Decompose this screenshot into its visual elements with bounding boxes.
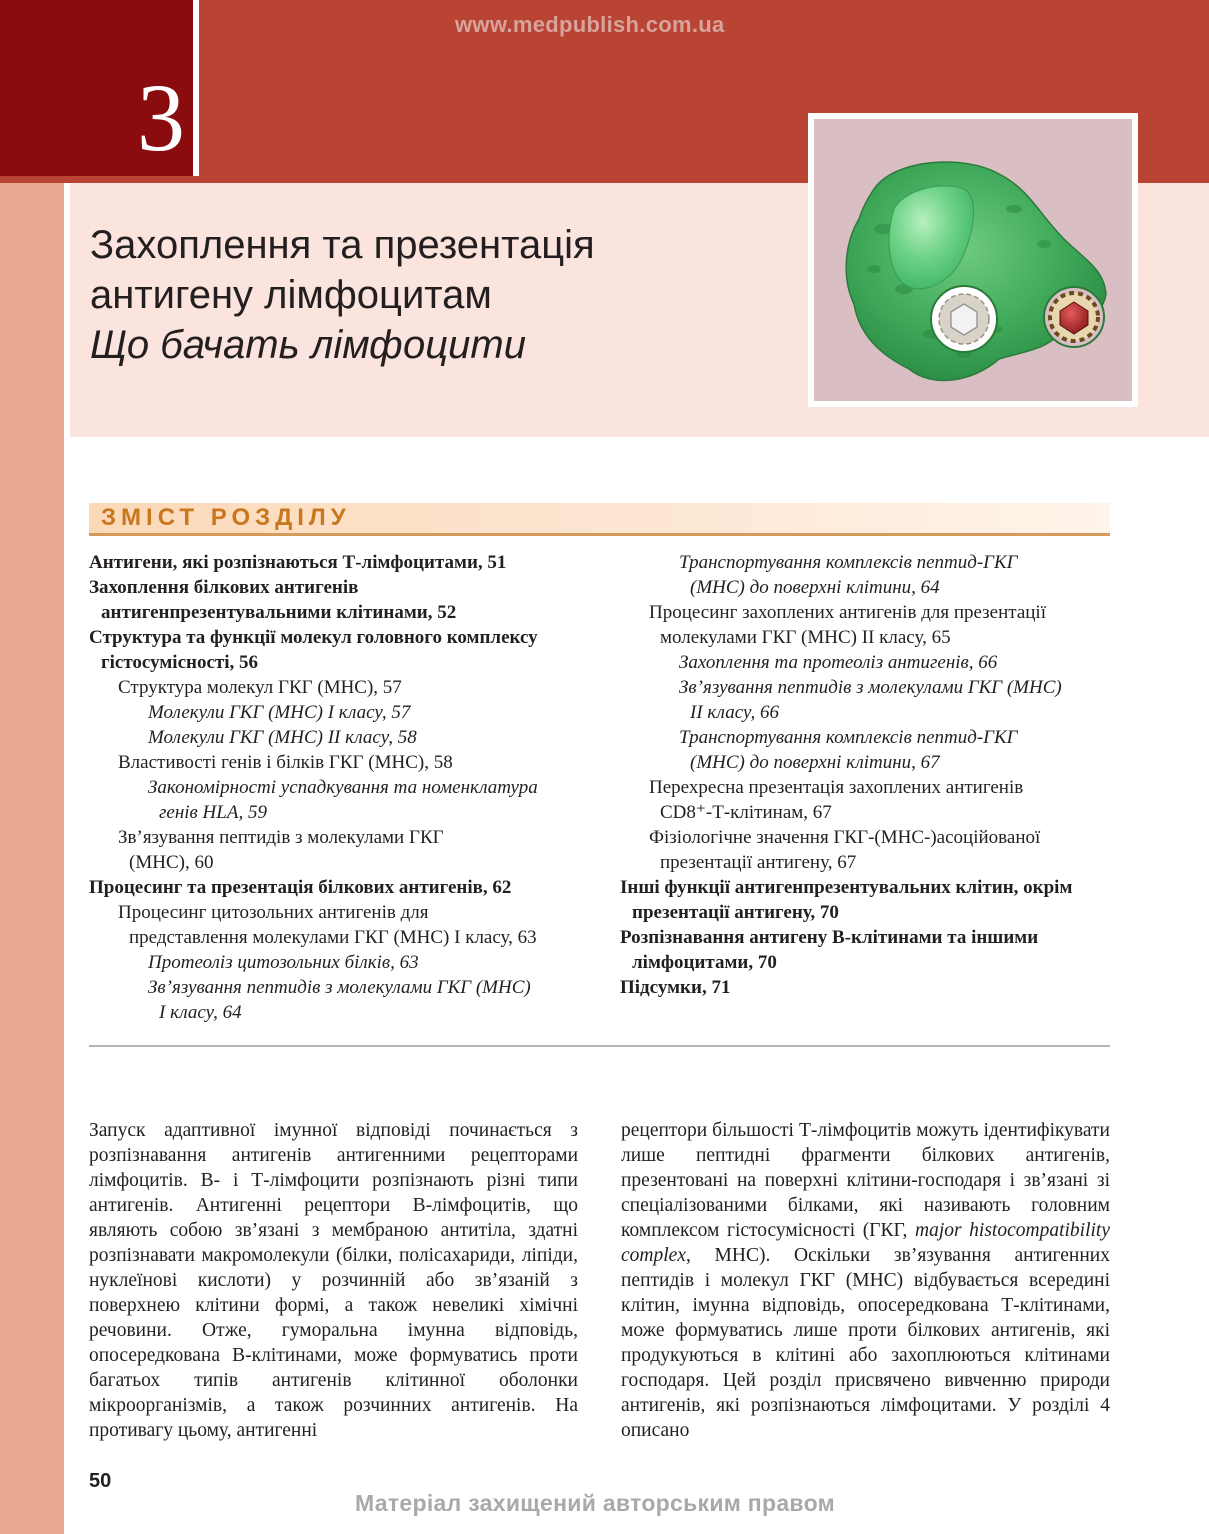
antigen-presenting-cell-illustration bbox=[814, 119, 1132, 401]
body-text-left-column bbox=[89, 1118, 578, 1443]
toc-entry-line1: Транспортування комплексів пептид-ГКГ bbox=[679, 727, 1018, 748]
toc-entry bbox=[148, 975, 609, 1025]
side-bar bbox=[0, 183, 64, 1534]
toc-entry bbox=[148, 700, 609, 725]
header-divider bbox=[0, 176, 199, 183]
toc-entry bbox=[148, 725, 609, 750]
toc-entry bbox=[649, 775, 1120, 825]
toc-entry bbox=[620, 925, 1120, 975]
toc-entry bbox=[148, 950, 609, 975]
toc-entry-line2: I класу, 64 bbox=[159, 1002, 242, 1023]
toc-entry bbox=[649, 600, 1120, 650]
toc-entry bbox=[118, 900, 609, 950]
toc-entry-line2: презентації антигену, 67 bbox=[660, 852, 857, 873]
toc-entry-line1: Підсумки, 71 bbox=[620, 977, 731, 998]
toc-entry-line2: антигенпрезентувальними клітинами, 52 bbox=[101, 602, 457, 623]
copyright-notice: Матеріал захищений авторським правом bbox=[355, 1490, 835, 1516]
chapter-subtitle: Що бачать лімфоцити bbox=[90, 323, 526, 367]
toc-entry-line1: Процесинг цитозольних антигенів для bbox=[118, 902, 429, 923]
toc-entry-line2: (MHC) до поверхні клітини, 64 bbox=[690, 577, 940, 598]
toc-entry-line1: Молекули ГКГ (MHC) II класу, 58 bbox=[148, 727, 417, 748]
toc-entry-line1: Захоплення та протеоліз антигенів, 66 bbox=[679, 652, 998, 673]
toc-entry-line2: молекулами ГКГ (MHC) II класу, 65 bbox=[660, 627, 951, 648]
toc-entry-line1: Процесинг та презентація білкових антигенів, 62 bbox=[89, 877, 512, 898]
toc-entry-line1: Транспортування комплексів пептид-ГКГ bbox=[679, 552, 1018, 573]
watermark-url: www.medpublish.com.ua bbox=[455, 12, 725, 37]
body-paragraph-right bbox=[621, 1118, 1110, 1443]
toc-entry-line1: Структура та функції молекул головного комплексу bbox=[89, 627, 538, 648]
toc-entry bbox=[89, 625, 609, 675]
toc-entry-line1: Розпізнавання антигену В-клітинами та іншими bbox=[620, 927, 1039, 948]
toc-entry-line2: представлення молекулами ГКГ (MHC) I класу, 63 bbox=[129, 927, 537, 948]
toc-entry-line1: Зв’язування пептидів з молекулами ГКГ bbox=[118, 827, 444, 848]
contents-heading-bar bbox=[89, 503, 1110, 536]
contents-left-column bbox=[89, 550, 609, 1025]
toc-entry-line2: гістосумісності, 56 bbox=[101, 652, 259, 673]
toc-entry-line2: II класу, 66 bbox=[690, 702, 779, 723]
toc-entry bbox=[679, 550, 1120, 600]
toc-entry-line1: Антигени, які розпізнаються Т-лімфоцитами, 51 bbox=[89, 552, 507, 573]
toc-entry bbox=[89, 575, 609, 625]
toc-entry bbox=[649, 825, 1120, 875]
toc-entry-line1: Закономірності успадкування та номенклатура bbox=[148, 777, 538, 798]
toc-entry-line1: Молекули ГКГ (MHC) I класу, 57 bbox=[148, 702, 411, 723]
toc-entry bbox=[148, 775, 609, 825]
contents-right-column bbox=[620, 550, 1120, 1000]
contents-heading: ЗМІСТ РОЗДІЛУ bbox=[101, 504, 351, 531]
toc-entry-line1: Властивості генів і білків ГКГ (MHC), 58 bbox=[118, 752, 453, 773]
toc-entry bbox=[679, 675, 1120, 725]
toc-entry bbox=[620, 975, 1120, 1000]
chapter-number: 3 bbox=[137, 64, 185, 171]
toc-entry bbox=[89, 550, 609, 575]
body-text-right-part2: , MHC). Оскільки зв’язування антигенних пептидів і молекул ГКГ (MHC) відбувається всередині клітин, імунна відповідь, опосередкована Т-клітинами, може формуватись лише проти білкових антигенів, які продукуються в клітині або захоплюються клітинами господаря. Цей розділ присвячено вивченню природи антигенів, які розпізнаються лімфоцитами. У розділі 4 описано bbox=[621, 1245, 1110, 1441]
toc-entry-line1: Процесинг захоплених антигенів для презентації bbox=[649, 602, 1046, 623]
toc-entry-line1: Захоплення білкових антигенів bbox=[89, 577, 359, 598]
toc-entry-line1: Перехресна презентація захоплених антигенів bbox=[649, 777, 1024, 798]
toc-entry bbox=[679, 650, 1120, 675]
toc-entry-line1: Структура молекул ГКГ (MHC), 57 bbox=[118, 677, 402, 698]
toc-entry-line2: CD8⁺-Т-клітинам, 67 bbox=[660, 802, 832, 823]
contents-divider bbox=[89, 1045, 1110, 1047]
toc-entry-line2: (MHC), 60 bbox=[129, 852, 214, 873]
toc-entry bbox=[118, 675, 609, 700]
toc-entry bbox=[679, 725, 1120, 775]
body-text-right-column bbox=[621, 1118, 1110, 1443]
toc-entry-line1: Зв’язування пептидів з молекулами ГКГ (MHC) bbox=[148, 977, 531, 998]
toc-entry-line2: презентації антигену, 70 bbox=[632, 902, 839, 923]
toc-entry-line2: лімфоцитами, 70 bbox=[632, 952, 777, 973]
toc-entry bbox=[118, 750, 609, 775]
body-paragraph-left: Запуск адаптивної імунної відповіді починається з розпізнавання антигенів антигенними рецепторами лімфоцитів. В- і Т-лімфоцити розпізнають різні типи антигенів. Антигенні рецептори В-лімфоцитів, що являють собою зв’язані з мембраною антитіла, здатні розпізнавати макромолекули (білки, полісахариди, ліпіди, нуклеїнові кислоти) у розчинній або зв’язаній з поверхнею клітини формі, а також невеликі хімічні речовини. Отже, гуморальна імунна відповідь, опосередкована В-клітинами, може формуватись проти багатьох типів антигенів клітинної оболонки мікроорганізмів, а також розчинних антигенів. На противагу цьому, антигенні bbox=[89, 1120, 578, 1441]
body-text-right-part1: рецептори більшості Т-лімфоцитів можуть ідентифікувати лише пептидні фрагменти білкових антигенів, презентовані на поверхні клітини-господаря і зв’язані зі спеціалізованими білками, які називають головним комплексом гістосумісності (ГКГ, bbox=[621, 1120, 1110, 1241]
toc-entry-line1: Протеоліз цитозольних білків, 63 bbox=[148, 952, 419, 973]
page-number: 50 bbox=[89, 1470, 112, 1492]
toc-entry-line2: (MHC) до поверхні клітини, 67 bbox=[690, 752, 940, 773]
toc-entry-line1: Фізіологічне значення ГКГ-(MHC-)асоційованої bbox=[649, 827, 1041, 848]
toc-entry bbox=[89, 875, 609, 900]
chapter-illustration bbox=[808, 113, 1138, 407]
chapter-title-line2: антигену лімфоцитам bbox=[90, 273, 492, 317]
toc-entry bbox=[620, 875, 1120, 925]
body-text-right-italic: major histocompatibility complex bbox=[621, 1220, 1110, 1266]
toc-entry bbox=[118, 825, 609, 875]
chapter-title-line1: Захоплення та презентація bbox=[90, 223, 595, 267]
chapter-title bbox=[90, 220, 790, 370]
toc-entry-line1: Зв’язування пептидів з молекулами ГКГ (MHC) bbox=[679, 677, 1062, 698]
toc-entry-line2: генів HLA, 59 bbox=[159, 802, 267, 823]
toc-entry-line1: Інші функції антигенпрезентувальних клітин, окрім bbox=[620, 877, 1073, 898]
